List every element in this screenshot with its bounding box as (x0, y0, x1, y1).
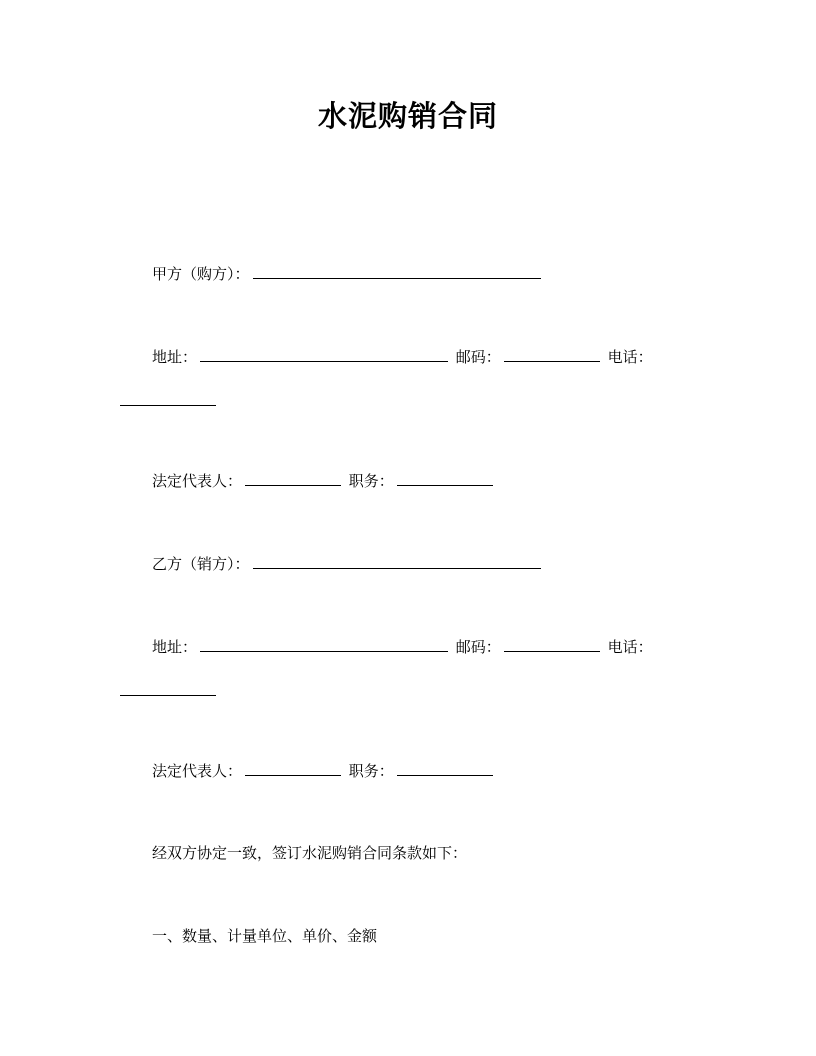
party-b-rep-line (152, 759, 496, 782)
party-a-phone-blank[interactable] (120, 404, 216, 406)
party-b-position-label: 职务： (348, 762, 394, 780)
party-b-address-label: 地址： (152, 638, 198, 656)
party-a-rep-line (152, 469, 496, 492)
party-a-label: 甲方（购方）： (152, 265, 250, 283)
party-b-line (152, 552, 544, 575)
party-b-rep-label: 法定代表人： (152, 762, 243, 780)
section-1-heading: 一、数量、计量单位、单价、金额 (152, 927, 378, 945)
party-a-postcode-blank[interactable] (504, 345, 600, 362)
document-title: 水泥购销合同 (317, 99, 498, 133)
party-b-name-blank[interactable] (253, 552, 541, 569)
party-a-phone-label: 电话： (607, 348, 653, 366)
party-b-label: 乙方（销方）： (152, 555, 250, 573)
party-b-position-blank[interactable] (397, 759, 493, 776)
party-b-address-line (152, 635, 653, 658)
party-a-rep-blank[interactable] (245, 469, 341, 486)
party-b-phone-blank[interactable] (120, 694, 216, 696)
party-b-postcode-label: 邮码： (455, 638, 501, 656)
party-a-address-line (152, 345, 653, 368)
party-a-rep-label: 法定代表人： (152, 472, 243, 490)
intro-paragraph: 经双方协定一致，签订水泥购销合同条款如下： (152, 844, 468, 862)
party-b-rep-blank[interactable] (245, 759, 341, 776)
party-a-line (152, 262, 544, 285)
party-b-phone-label: 电话： (607, 638, 653, 656)
party-a-name-blank[interactable] (253, 262, 541, 279)
party-b-postcode-blank[interactable] (504, 635, 600, 652)
party-b-address-blank[interactable] (200, 635, 448, 652)
party-a-postcode-label: 邮码： (455, 348, 501, 366)
party-a-address-label: 地址： (152, 348, 198, 366)
party-a-position-label: 职务： (348, 472, 394, 490)
party-a-position-blank[interactable] (397, 469, 493, 486)
party-a-address-blank[interactable] (200, 345, 448, 362)
